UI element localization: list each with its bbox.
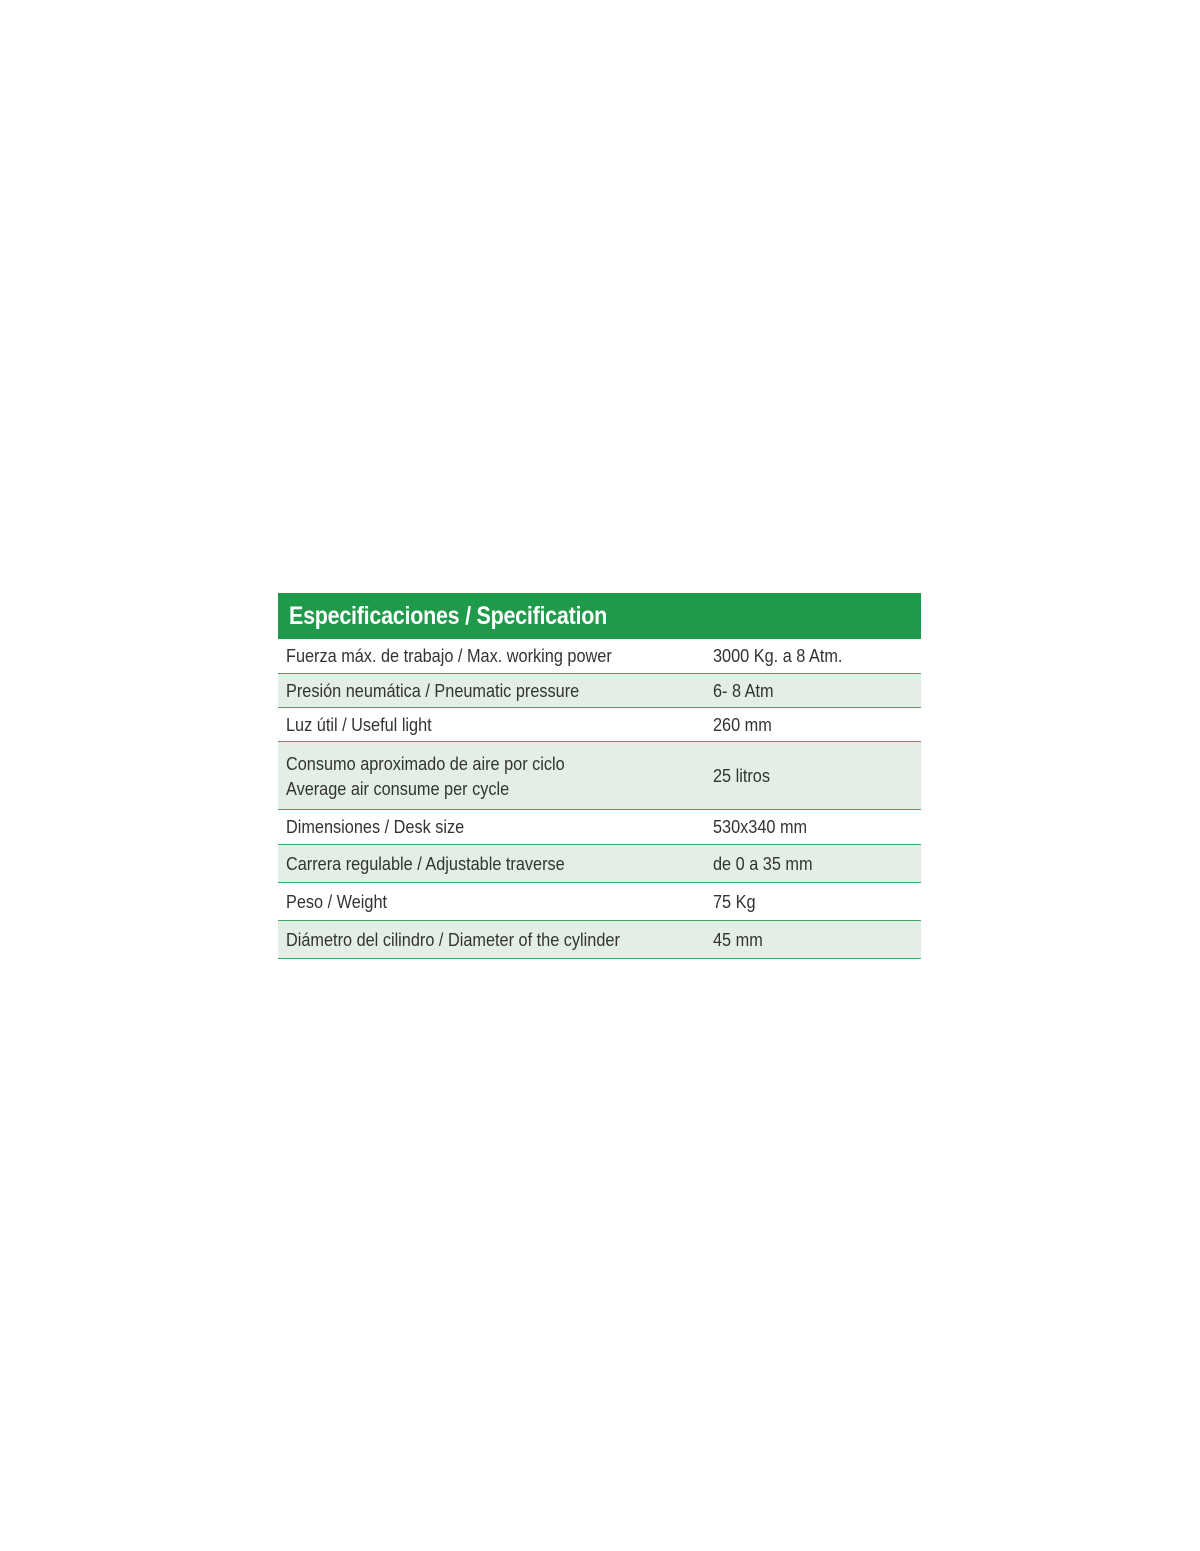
row-label	[278, 751, 713, 801]
row-value-text: 75 Kg	[713, 890, 756, 912]
row-label-text: Dimensiones / Desk size	[286, 816, 465, 837]
row-label-text: Presión neumática / Pneumatic pressure	[286, 679, 580, 701]
row-value	[713, 680, 921, 702]
row-label	[278, 853, 713, 875]
spec-table-title	[278, 593, 921, 639]
row-label-text: Peso / Weight	[286, 890, 388, 912]
row-label-text: Diámetro del cilindro / Diameter of the cylinder	[286, 928, 620, 950]
row-label-text: Consumo aproximado de aire por ciclo	[286, 752, 565, 774]
row-label-text: Luz útil / Useful light	[286, 713, 432, 735]
row-value	[713, 765, 921, 787]
row-value	[713, 853, 921, 875]
row-value	[713, 645, 921, 667]
row-label-text: Fuerza máx. de trabajo / Max. working power	[286, 645, 612, 666]
row-value	[713, 816, 921, 838]
table-row	[278, 845, 921, 883]
row-label-text: Carrera regulable / Adjustable traverse	[286, 852, 565, 874]
table-row	[278, 810, 921, 845]
row-value	[713, 891, 921, 913]
row-label	[278, 645, 713, 667]
table-row	[278, 674, 921, 708]
spec-table-title-text: Especificaciones / Specification	[289, 602, 607, 630]
table-row	[278, 742, 921, 810]
row-value	[713, 929, 921, 951]
table-row	[278, 921, 921, 959]
table-row	[278, 883, 921, 921]
row-value-text: 25 litros	[713, 764, 771, 786]
row-label	[278, 714, 713, 736]
row-value-text: de 0 a 35 mm	[713, 852, 813, 874]
row-label	[278, 680, 713, 702]
table-row	[278, 708, 921, 742]
row-value-text: 3000 Kg. a 8 Atm.	[713, 645, 843, 666]
spec-table	[278, 593, 921, 959]
row-value-text: 6- 8 Atm	[713, 679, 774, 701]
row-label	[278, 891, 713, 913]
row-label	[278, 816, 713, 838]
row-value-text: 45 mm	[713, 928, 763, 950]
row-value-text: 530x340 mm	[713, 816, 808, 837]
row-label	[278, 929, 713, 951]
row-value-text: 260 mm	[713, 713, 772, 735]
row-label-text: Average air consume per cycle	[286, 777, 510, 799]
row-value	[713, 714, 921, 736]
table-row	[278, 639, 921, 674]
